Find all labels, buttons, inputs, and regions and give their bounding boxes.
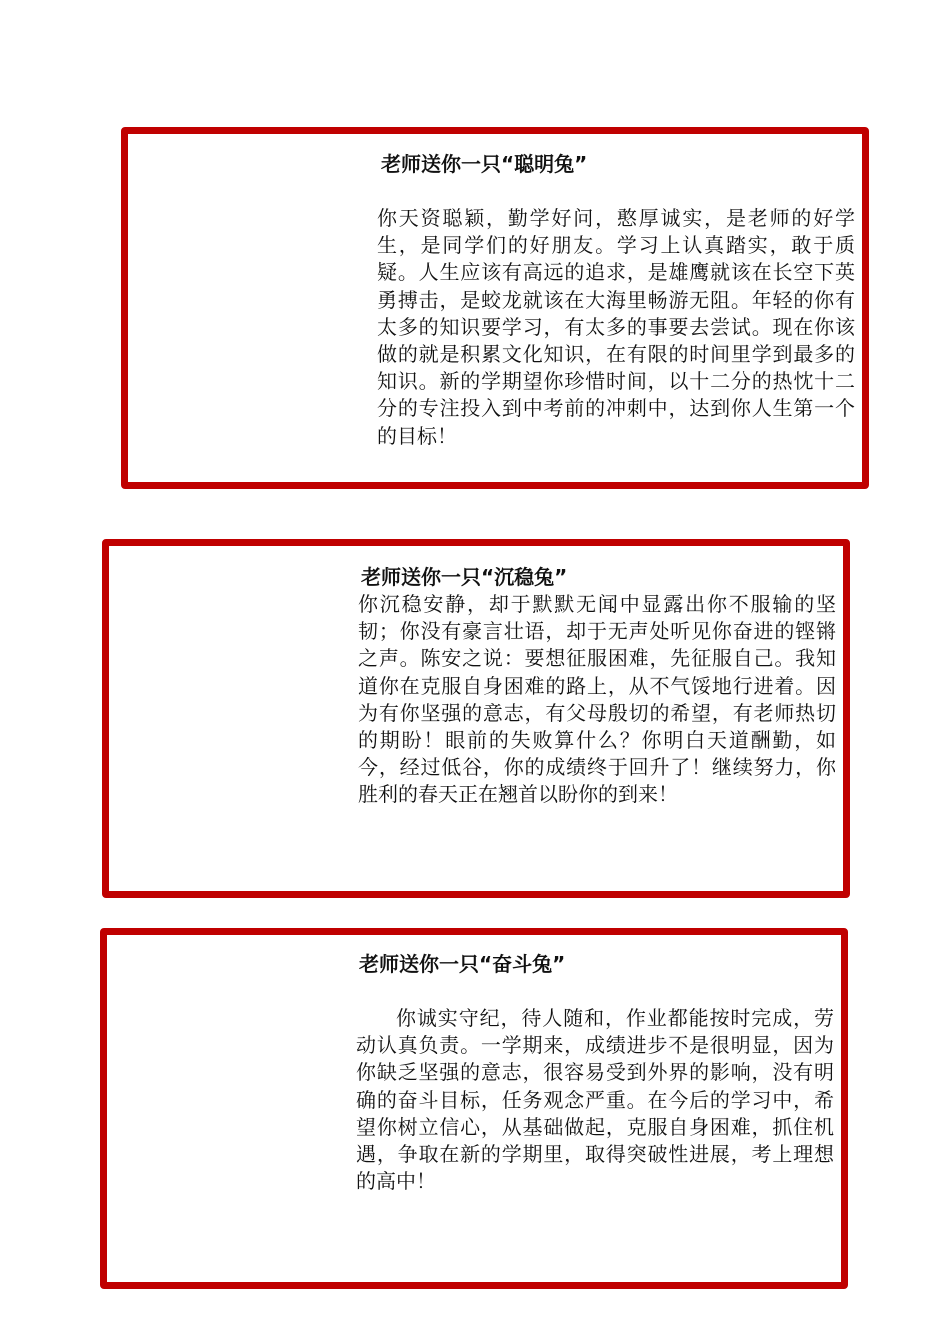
- comment-card-striving-rabbit: [100, 928, 848, 1289]
- card-title: 老师送你一只“沉稳兔”: [361, 565, 568, 589]
- card-body: 你诚实守纪，待人随和，作业都能按时完成，劳动认真负责。一学期来，成绩进步不是很明显，因为你缺乏坚强的意志，很容易受到外界的影响，没有明确的奋斗目标，任务观念严重。在今后的学习中，希望你树立信心，从基础做起，克服自身困难，抓住机遇，争取在新的学期里，取得突破性进展，考上理想的高中！: [356, 1006, 834, 1194]
- comment-card-steady-rabbit: [102, 539, 850, 898]
- comment-card-clever-rabbit: [121, 127, 869, 489]
- card-title: 老师送你一只“奋斗兔”: [359, 952, 566, 976]
- card-title: 老师送你一只“聪明兔”: [381, 152, 588, 176]
- card-body: 你天资聪颖，勤学好问，憨厚诚实，是老师的好学生，是同学们的好朋友。学习上认真踏实，敢于质疑。人生应该有高远的追求，是雄鹰就该在长空下英勇搏击，是蛟龙就该在大海里畅游无阻。年轻的你有太多的知识要学习，有太多的事要去尝试。现在你该做的就是积累文化知识，在有限的时间里学到最多的知识。新的学期望你珍惜时间，以十二分的热忱十二分的专注投入到中考前的冲刺中，达到你人生第一个的目标！: [377, 206, 855, 448]
- card-body: 你沉稳安静，却于默默无闻中显露出你不服输的坚韧；你没有豪言壮语，却于无声处听见你奋进的铿锵之声。陈安之说：要想征服困难，先征服自己。我知道你在克服自身困难的路上，从不气馁地行进着。因为有你坚强的意志，有父母殷切的希望，有老师热切的期盼！眼前的失败算什么？你明白天道酬勤，如今，经过低谷，你的成绩终于回升了！继续努力，你胜利的春天正在翘首以盼你的到来！: [358, 592, 836, 807]
